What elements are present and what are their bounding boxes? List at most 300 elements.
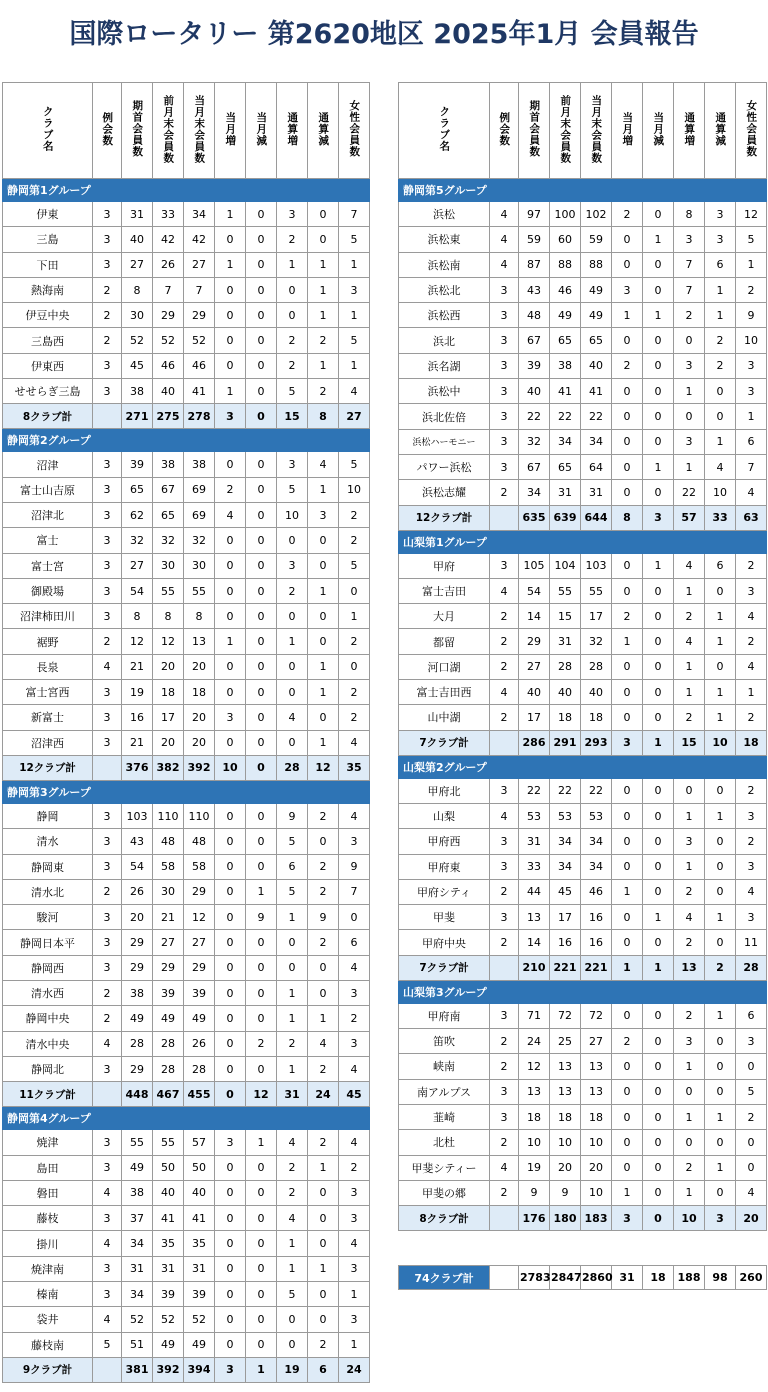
- column-header: [490, 83, 519, 179]
- club-name: 清水北: [3, 879, 93, 904]
- club-value: 0: [246, 578, 277, 603]
- club-value: 27: [519, 654, 550, 679]
- club-value: 0: [705, 578, 736, 603]
- club-name: 静岡中央: [3, 1006, 93, 1031]
- club-row: [399, 1155, 767, 1180]
- club-value: 26: [153, 252, 184, 277]
- club-value: 29: [153, 303, 184, 328]
- group-total-value: 392: [184, 755, 215, 780]
- club-name: 浜松南: [399, 252, 490, 277]
- club-value: 1: [736, 680, 767, 705]
- group-total-row: [399, 955, 767, 980]
- club-name: 清水: [3, 829, 93, 854]
- club-value: 1: [339, 604, 370, 629]
- club-value: 52: [184, 328, 215, 353]
- club-row: [3, 277, 370, 302]
- club-value: 0: [643, 879, 674, 904]
- group-total-value: 10: [705, 730, 736, 755]
- club-value: 62: [122, 502, 153, 527]
- club-value: 2: [736, 778, 767, 803]
- club-value: 27: [153, 930, 184, 955]
- club-value: 0: [674, 778, 705, 803]
- club-value: 0: [612, 328, 643, 353]
- club-value: 110: [153, 803, 184, 828]
- club-value: 4: [93, 1180, 122, 1205]
- club-value: 38: [122, 1180, 153, 1205]
- group-total-value: [93, 1357, 122, 1382]
- club-value: 0: [215, 1031, 246, 1056]
- column-header-label: 期首会員数: [528, 100, 541, 158]
- club-value: 1: [674, 1180, 705, 1205]
- club-value: 49: [153, 1006, 184, 1031]
- club-value: 55: [581, 578, 612, 603]
- column-header: [3, 83, 93, 179]
- club-value: 2: [339, 1155, 370, 1180]
- group-total-value: 275: [153, 404, 184, 429]
- club-value: 2: [490, 480, 519, 505]
- club-value: 69: [184, 502, 215, 527]
- club-value: 59: [519, 227, 550, 252]
- club-value: 1: [705, 629, 736, 654]
- club-value: 3: [277, 202, 308, 227]
- club-value: 41: [153, 1206, 184, 1231]
- column-header-label: 通算減: [317, 111, 330, 147]
- club-name: 山中湖: [399, 705, 490, 730]
- club-value: 0: [277, 955, 308, 980]
- club-value: 0: [643, 705, 674, 730]
- club-value: 4: [93, 654, 122, 679]
- club-value: 2: [93, 629, 122, 654]
- group-total-value: 382: [153, 755, 184, 780]
- club-value: 4: [277, 1130, 308, 1155]
- club-value: 1: [339, 353, 370, 378]
- group-total-value: 3: [612, 730, 643, 755]
- club-value: 13: [581, 1054, 612, 1079]
- club-row: [399, 202, 767, 227]
- club-value: 65: [153, 502, 184, 527]
- club-value: 0: [612, 480, 643, 505]
- club-value: 2: [612, 1029, 643, 1054]
- club-value: 0: [215, 955, 246, 980]
- club-value: 0: [246, 277, 277, 302]
- club-value: 3: [93, 829, 122, 854]
- grand-total-value: 2860: [581, 1266, 612, 1290]
- club-value: 3: [612, 277, 643, 302]
- club-value: 5: [277, 829, 308, 854]
- club-row: [3, 1281, 370, 1306]
- club-value: 21: [153, 905, 184, 930]
- club-value: 3: [490, 905, 519, 930]
- group-total-value: 63: [736, 505, 767, 530]
- club-value: 0: [643, 379, 674, 404]
- club-value: 0: [674, 328, 705, 353]
- club-value: 16: [581, 930, 612, 955]
- club-value: 60: [550, 227, 581, 252]
- club-value: 3: [93, 1056, 122, 1081]
- club-value: 0: [246, 1206, 277, 1231]
- group-total-value: 271: [122, 404, 153, 429]
- grand-total-value: 18: [643, 1266, 674, 1290]
- club-row: [399, 803, 767, 828]
- club-value: 2: [674, 930, 705, 955]
- club-value: 2: [490, 1130, 519, 1155]
- club-name: 裾野: [3, 629, 93, 654]
- club-value: 3: [490, 303, 519, 328]
- club-name: 河口湖: [399, 654, 490, 679]
- club-value: 3: [339, 1307, 370, 1332]
- column-header: [93, 83, 122, 179]
- group-total-value: 3: [705, 1206, 736, 1231]
- club-value: 2: [736, 1104, 767, 1129]
- club-value: 39: [122, 452, 153, 477]
- club-value: 53: [581, 803, 612, 828]
- club-value: 0: [215, 879, 246, 904]
- group-total-row: [399, 1206, 767, 1231]
- column-header: [705, 83, 736, 179]
- club-name: 清水西: [3, 981, 93, 1006]
- club-value: 2: [674, 604, 705, 629]
- club-value: 7: [153, 277, 184, 302]
- group-total-value: 293: [581, 730, 612, 755]
- group-total-value: 12: [246, 1082, 277, 1107]
- club-value: 32: [519, 429, 550, 454]
- club-value: 3: [93, 680, 122, 705]
- club-value: 22: [550, 778, 581, 803]
- club-value: 3: [93, 452, 122, 477]
- group-total-value: 45: [339, 1082, 370, 1107]
- club-row: [399, 680, 767, 705]
- club-value: 27: [122, 252, 153, 277]
- club-value: 3: [93, 252, 122, 277]
- club-value: 3: [490, 553, 519, 578]
- club-value: 13: [581, 1079, 612, 1104]
- group-total-value: 20: [736, 1206, 767, 1231]
- club-value: 2: [277, 1031, 308, 1056]
- club-value: 0: [705, 379, 736, 404]
- club-value: 1: [705, 705, 736, 730]
- club-value: 3: [93, 955, 122, 980]
- grand-total-value: 2783: [519, 1266, 550, 1290]
- club-value: 10: [519, 1130, 550, 1155]
- club-value: 7: [184, 277, 215, 302]
- club-name: 島田: [3, 1155, 93, 1180]
- club-value: 3: [93, 705, 122, 730]
- club-value: 0: [643, 1104, 674, 1129]
- club-value: 0: [643, 353, 674, 378]
- group-total-label: 8クラブ計: [3, 404, 93, 429]
- club-value: 18: [550, 705, 581, 730]
- club-value: 0: [705, 778, 736, 803]
- column-header-label: 当月減: [255, 111, 268, 147]
- club-value: 0: [246, 1281, 277, 1306]
- club-value: 4: [736, 1180, 767, 1205]
- club-value: 0: [246, 502, 277, 527]
- club-value: 7: [674, 277, 705, 302]
- club-value: 0: [705, 854, 736, 879]
- club-value: 28: [184, 1056, 215, 1081]
- club-row: [3, 303, 370, 328]
- club-value: 2: [339, 629, 370, 654]
- club-value: 0: [643, 1130, 674, 1155]
- club-value: 0: [736, 1054, 767, 1079]
- club-value: 0: [215, 854, 246, 879]
- club-value: 5: [277, 379, 308, 404]
- club-value: 52: [184, 1307, 215, 1332]
- group-total-value: 0: [215, 1082, 246, 1107]
- club-value: 71: [519, 1003, 550, 1028]
- group-name: 静岡第1グループ: [3, 179, 370, 202]
- club-value: 0: [705, 1029, 736, 1054]
- club-value: 1: [674, 803, 705, 828]
- club-name: 焼津: [3, 1130, 93, 1155]
- club-row: [399, 328, 767, 353]
- club-name: 山梨: [399, 803, 490, 828]
- group-total-value: 10: [674, 1206, 705, 1231]
- group-total-value: [490, 505, 519, 530]
- group-total-value: 28: [736, 955, 767, 980]
- club-value: 1: [215, 202, 246, 227]
- club-value: 6: [277, 854, 308, 879]
- column-header: [674, 83, 705, 179]
- club-value: 0: [246, 252, 277, 277]
- club-value: 1: [674, 680, 705, 705]
- club-value: 40: [519, 680, 550, 705]
- club-value: 3: [490, 1003, 519, 1028]
- club-value: 0: [308, 202, 339, 227]
- group-total-value: 381: [122, 1357, 153, 1382]
- club-value: 1: [705, 1104, 736, 1129]
- group-total-label: 12クラブ計: [399, 505, 490, 530]
- club-value: 28: [153, 1056, 184, 1081]
- club-value: 0: [277, 277, 308, 302]
- club-value: 44: [519, 879, 550, 904]
- club-value: 0: [246, 227, 277, 252]
- club-value: 0: [246, 604, 277, 629]
- club-name: 静岡北: [3, 1056, 93, 1081]
- club-value: 0: [643, 604, 674, 629]
- club-name: 静岡東: [3, 854, 93, 879]
- club-value: 0: [308, 227, 339, 252]
- group-total-value: 1: [612, 955, 643, 980]
- group-name: 山梨第1グループ: [399, 530, 767, 553]
- group-total-value: 13: [674, 955, 705, 980]
- club-value: 2: [93, 981, 122, 1006]
- club-name: 榛南: [3, 1281, 93, 1306]
- club-row: [3, 829, 370, 854]
- club-value: 51: [122, 1332, 153, 1357]
- club-value: 34: [519, 480, 550, 505]
- club-value: 0: [246, 353, 277, 378]
- club-row: [399, 629, 767, 654]
- group-total-value: 210: [519, 955, 550, 980]
- club-row: [3, 227, 370, 252]
- club-value: 39: [153, 981, 184, 1006]
- group-header-row: [3, 780, 370, 803]
- club-value: 1: [612, 1180, 643, 1205]
- group-total-value: 644: [581, 505, 612, 530]
- club-value: 7: [674, 252, 705, 277]
- club-value: 10: [581, 1130, 612, 1155]
- club-name: 浜松北: [399, 277, 490, 302]
- club-value: 34: [184, 202, 215, 227]
- club-value: 20: [550, 1155, 581, 1180]
- column-header-label: 例会数: [498, 111, 511, 147]
- club-row: [3, 1056, 370, 1081]
- club-value: 2: [490, 604, 519, 629]
- club-value: 1: [705, 303, 736, 328]
- club-row: [3, 353, 370, 378]
- club-value: 31: [581, 480, 612, 505]
- club-value: 28: [122, 1031, 153, 1056]
- club-value: 0: [246, 303, 277, 328]
- club-value: 0: [643, 1003, 674, 1028]
- club-row: [399, 1054, 767, 1079]
- club-value: 0: [643, 480, 674, 505]
- club-value: 41: [184, 1206, 215, 1231]
- club-name: 富士宮: [3, 553, 93, 578]
- group-name: 静岡第3グループ: [3, 780, 370, 803]
- club-value: 2: [736, 705, 767, 730]
- club-value: 2: [308, 803, 339, 828]
- club-value: 4: [339, 730, 370, 755]
- club-value: 0: [246, 528, 277, 553]
- club-value: 4: [490, 1155, 519, 1180]
- club-value: 40: [184, 1180, 215, 1205]
- club-value: 42: [153, 227, 184, 252]
- club-name: 甲府南: [399, 1003, 490, 1028]
- club-value: 20: [184, 730, 215, 755]
- club-value: 0: [736, 1155, 767, 1180]
- club-value: 17: [550, 905, 581, 930]
- column-header: [184, 83, 215, 179]
- club-value: 22: [581, 778, 612, 803]
- club-row: [3, 730, 370, 755]
- club-value: 34: [122, 1281, 153, 1306]
- club-value: 2: [612, 353, 643, 378]
- club-value: 3: [93, 905, 122, 930]
- club-value: 13: [550, 1079, 581, 1104]
- club-value: 2: [339, 705, 370, 730]
- club-value: 0: [308, 1206, 339, 1231]
- club-value: 3: [490, 778, 519, 803]
- club-value: 20: [153, 730, 184, 755]
- club-value: 4: [339, 803, 370, 828]
- club-value: 1: [674, 1054, 705, 1079]
- club-value: 3: [93, 502, 122, 527]
- club-value: 33: [519, 854, 550, 879]
- club-value: 0: [215, 930, 246, 955]
- club-value: 0: [612, 705, 643, 730]
- club-value: 2: [339, 528, 370, 553]
- club-value: 28: [581, 654, 612, 679]
- club-row: [3, 1155, 370, 1180]
- group-total-value: 8: [308, 404, 339, 429]
- club-value: 0: [277, 680, 308, 705]
- group-total-row: [399, 730, 767, 755]
- club-value: 1: [612, 629, 643, 654]
- club-value: 10: [550, 1130, 581, 1155]
- club-value: 22: [581, 404, 612, 429]
- club-value: 3: [736, 353, 767, 378]
- club-value: 12: [184, 905, 215, 930]
- club-value: 49: [184, 1332, 215, 1357]
- club-value: 12: [122, 629, 153, 654]
- club-name: 浜北: [399, 328, 490, 353]
- club-row: [399, 705, 767, 730]
- club-row: [3, 1031, 370, 1056]
- club-name: 三島西: [3, 328, 93, 353]
- club-value: 1: [308, 654, 339, 679]
- club-value: 41: [581, 379, 612, 404]
- club-value: 0: [277, 730, 308, 755]
- club-value: 6: [705, 252, 736, 277]
- club-value: 3: [93, 1206, 122, 1231]
- club-value: 26: [184, 1031, 215, 1056]
- club-name: 新富士: [3, 705, 93, 730]
- club-value: 31: [519, 829, 550, 854]
- club-name: 熱海南: [3, 277, 93, 302]
- club-value: 1: [277, 252, 308, 277]
- club-value: 2: [246, 1031, 277, 1056]
- club-row: [3, 803, 370, 828]
- club-row: [3, 604, 370, 629]
- club-name: せせらぎ三島: [3, 379, 93, 404]
- club-value: 2: [490, 654, 519, 679]
- grand-total-value: 2847: [550, 1266, 581, 1290]
- club-value: 15: [550, 604, 581, 629]
- club-value: 32: [122, 528, 153, 553]
- club-row: [399, 879, 767, 904]
- club-value: 45: [122, 353, 153, 378]
- group-total-value: 180: [550, 1206, 581, 1231]
- club-value: 1: [705, 905, 736, 930]
- club-value: 1: [308, 578, 339, 603]
- club-name: 浜松: [399, 202, 490, 227]
- group-total-value: 27: [339, 404, 370, 429]
- club-value: 0: [612, 1003, 643, 1028]
- club-name: 甲府: [399, 553, 490, 578]
- club-row: [399, 553, 767, 578]
- club-row: [3, 1206, 370, 1231]
- club-row: [399, 1180, 767, 1205]
- club-value: 29: [153, 955, 184, 980]
- club-value: 2: [490, 1029, 519, 1054]
- club-value: 16: [581, 905, 612, 930]
- club-value: 4: [277, 1206, 308, 1231]
- club-value: 1: [308, 1256, 339, 1281]
- club-value: 46: [153, 353, 184, 378]
- club-value: 10: [705, 480, 736, 505]
- club-value: 3: [339, 1180, 370, 1205]
- club-value: 0: [308, 553, 339, 578]
- club-value: 4: [339, 379, 370, 404]
- club-value: 2: [308, 379, 339, 404]
- group-total-value: [93, 1082, 122, 1107]
- club-value: 8: [122, 604, 153, 629]
- group-total-value: 3: [215, 1357, 246, 1382]
- club-value: 2: [674, 1155, 705, 1180]
- club-value: 0: [215, 1256, 246, 1281]
- club-value: 103: [581, 553, 612, 578]
- club-value: 1: [643, 553, 674, 578]
- club-row: [399, 1003, 767, 1028]
- club-row: [3, 1307, 370, 1332]
- club-value: 0: [705, 1180, 736, 1205]
- club-value: 0: [277, 528, 308, 553]
- club-row: [399, 604, 767, 629]
- group-header-row: [399, 755, 767, 778]
- club-value: 9: [519, 1180, 550, 1205]
